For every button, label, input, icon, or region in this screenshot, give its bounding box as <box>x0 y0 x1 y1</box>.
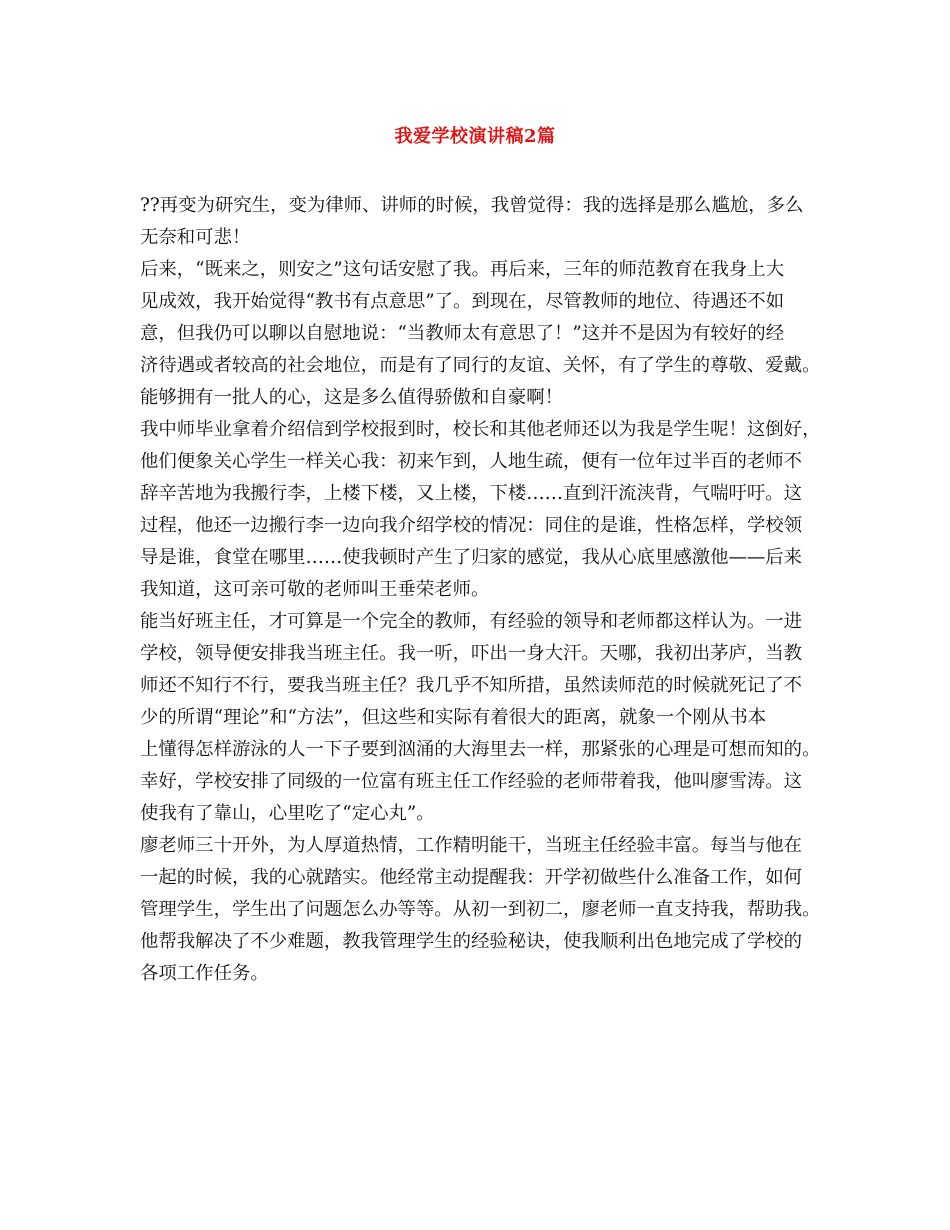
text-line: 上懂得怎样游泳的人一下子要到汹涌的大海里去一样，那紧张的心理是可想而知的。 <box>140 739 820 760</box>
text-line: 无奈和可悲！ <box>140 227 251 248</box>
text-line: 我中师毕业拿着介绍信到学校报到时，校长和其他老师还以为我是学生呢！这倒好， <box>140 419 820 440</box>
text-line: 济待遇或者较高的社会地位，而是有了同行的友谊、关怀，有了学生的尊敬、爱戴。 <box>140 355 820 376</box>
text-line: 管理学生，学生出了问题怎么办等等。从初一到初二，廖老师一直支持我，帮助我。 <box>140 899 820 920</box>
document-title: 我爱学校演讲稿2篇 <box>394 126 556 147</box>
text-line: 一起的时候，我的心就踏实。他经常主动提醒我：开学初做些什么准备工作，如何 <box>140 867 803 888</box>
text-line: ??再变为研究生，变为律师、讲师的时候，我曾觉得：我的选择是那么尴尬，多么 <box>140 195 804 216</box>
text-line: 能够拥有一批人的心，这是多么值得骄傲和自豪啊！ <box>140 387 563 408</box>
text-line: 学校，领导便安排我当班主任。我一听，吓出一身大汗。天哪，我初出茅庐，当教 <box>140 643 803 664</box>
text-line: 导是谁，食堂在哪里……使我顿时产生了归家的感觉，我从心底里感激他——后来 <box>140 547 803 568</box>
text-line: 意，但我仍可以聊以自慰地说：“当教师太有意思了！”这并不是因为有较好的经 <box>140 323 785 344</box>
text-line: 他们便象关心学生一样关心我：初来乍到，人地生疏，便有一位年过半百的老师不 <box>140 451 803 472</box>
document-body <box>140 190 820 990</box>
text-line: 后来，“既来之，则安之”这句话安慰了我。再后来，三年的师范教育在我身上大 <box>140 259 785 280</box>
text-line: 他帮我解决了不少难题，教我管理学生的经验秘诀，使我顺利出色地完成了学校的 <box>140 931 803 952</box>
text-line: 我知道，这可亲可敬的老师叫王垂荣老师。 <box>140 579 490 600</box>
text-line: 使我有了靠山，心里吃了“定心丸”。 <box>140 803 435 824</box>
text-line: 见成效，我开始觉得“教书有点意思”了。到现在，尽管教师的地位、待遇还不如 <box>140 291 785 312</box>
text-line: 师还不知行不行，要我当班主任？我几乎不知所措，虽然读师范的时候就死记了不 <box>140 675 803 696</box>
text-line: 廖老师三十开外，为人厚道热情，工作精明能干，当班主任经验丰富。每当与他在 <box>140 835 803 856</box>
text-line: 辞辛苦地为我搬行李，上楼下楼，又上楼，下楼……直到汗流浃背，气喘吁吁。这 <box>140 483 803 504</box>
text-line: 能当好班主任，才可算是一个完全的教师，有经验的领导和老师都这样认为。一进 <box>140 611 803 632</box>
text-line: 幸好，学校安排了同级的一位富有班主任工作经验的老师带着我，他叫廖雪涛。这 <box>140 771 803 792</box>
text-line: 过程，他还一边搬行李一边向我介绍学校的情况：同住的是谁，性格怎样，学校领 <box>140 515 803 536</box>
text-line: 各项工作任务。 <box>140 963 269 984</box>
text-line: 少的所谓“理论”和“方法”，但这些和实际有着很大的距离，就象一个刚从书本 <box>140 707 767 728</box>
